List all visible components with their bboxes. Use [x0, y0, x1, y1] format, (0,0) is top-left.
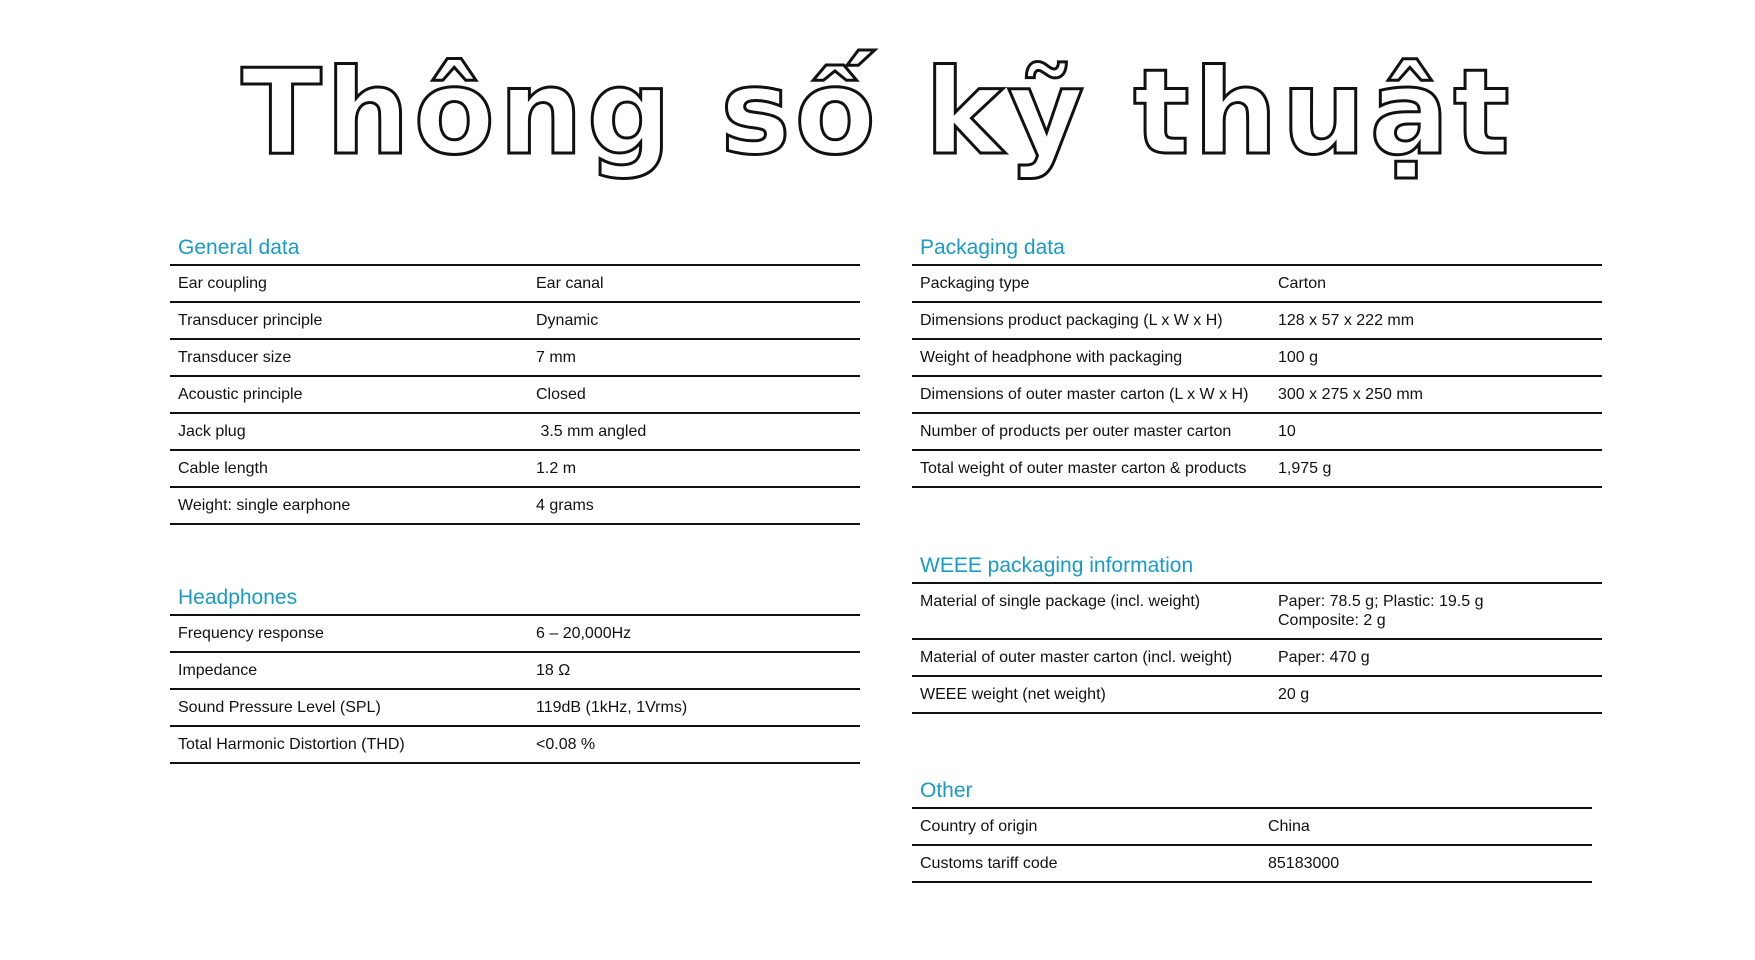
table-row [912, 677, 1602, 714]
packaging-data-section [912, 232, 1602, 488]
spec-value: 20 g [1278, 686, 1310, 703]
spec-label: Dimensions of outer master carton (L x W x H) [920, 386, 1249, 403]
spec-label: Number of products per outer master carton [920, 423, 1232, 440]
spec-table [912, 264, 1602, 488]
spec-value: 18 Ω [536, 662, 571, 679]
spec-value: <0.08 % [536, 736, 596, 753]
table-row [170, 451, 860, 488]
table-row [912, 303, 1602, 340]
section-title: Packaging data [920, 236, 1065, 259]
table-row [170, 377, 860, 414]
spec-value: China [1268, 818, 1310, 835]
spec-label: Total Harmonic Distortion (THD) [178, 736, 405, 753]
spec-label: Cable length [178, 460, 268, 477]
spec-label: Weight of headphone with packaging [920, 349, 1183, 366]
spec-label: Transducer size [178, 349, 292, 366]
spec-label: Jack plug [178, 423, 246, 440]
spec-value: Closed [536, 386, 586, 403]
spec-value: 100 g [1278, 349, 1319, 366]
table-row [170, 616, 860, 653]
spec-value: Dynamic [536, 312, 599, 329]
spec-label: Material of outer master carton (incl. weight) [920, 649, 1233, 666]
page-title: Thông số kỹ thuật [241, 43, 1514, 181]
table-row [912, 414, 1602, 451]
section-title: Headphones [178, 586, 298, 609]
spec-value: Paper: 470 g [1278, 649, 1370, 666]
spec-value: 4 grams [536, 497, 594, 514]
spec-value: Ear canal [536, 275, 604, 292]
spec-label: Dimensions product packaging (L x W x H) [920, 312, 1223, 329]
general-data-section [170, 232, 860, 525]
spec-value: 1,975 g [1278, 460, 1332, 477]
table-row [912, 266, 1602, 303]
spec-label: Weight: single earphone [178, 497, 351, 514]
table-row [170, 414, 860, 451]
spec-value: 300 x 275 x 250 mm [1278, 386, 1423, 403]
spec-label: Packaging type [920, 275, 1030, 292]
spec-label: Impedance [178, 662, 258, 679]
spec-label: Ear coupling [178, 275, 267, 292]
spec-label: Transducer principle [178, 312, 323, 329]
spec-value: 128 x 57 x 222 mm [1278, 312, 1415, 329]
spec-label: Country of origin [920, 818, 1038, 835]
table-row [170, 303, 860, 340]
table-row [912, 377, 1602, 414]
spec-table [170, 264, 860, 525]
table-row [170, 488, 860, 525]
spec-value: 119dB (1kHz, 1Vrms) [536, 699, 688, 716]
spec-label: WEEE weight (net weight) [920, 686, 1106, 703]
other-section [912, 775, 1592, 883]
spec-value: 3.5 mm angled [536, 423, 647, 440]
spec-value: 10 [1278, 423, 1296, 440]
table-row [170, 690, 860, 727]
table-row [170, 266, 860, 303]
table-row [912, 584, 1602, 640]
spec-label: Total weight of outer master carton & products [920, 460, 1247, 477]
table-row [170, 727, 860, 764]
spec-table [912, 582, 1602, 714]
spec-value: 85183000 [1268, 855, 1340, 872]
table-row [912, 640, 1602, 677]
table-row [912, 846, 1592, 883]
table-row [912, 451, 1602, 488]
spec-label: Customs tariff code [920, 855, 1058, 872]
spec-table [912, 807, 1592, 883]
spec-value: 6 – 20,000Hz [536, 625, 632, 642]
spec-value: 7 mm [536, 349, 576, 366]
table-row [912, 809, 1592, 846]
spec-table [170, 614, 860, 764]
section-title: WEEE packaging information [920, 554, 1194, 577]
spec-label: Acoustic principle [178, 386, 303, 403]
table-row [912, 340, 1602, 377]
spec-value: Paper: 78.5 g; Plastic: 19.5 g Composite: 2 g [1278, 593, 1484, 629]
section-title: General data [178, 236, 300, 259]
table-row [170, 653, 860, 690]
weee-packaging-section [912, 550, 1602, 714]
spec-value: Carton [1278, 275, 1327, 292]
section-title: Other [920, 779, 973, 802]
headphones-section [170, 582, 860, 764]
spec-label: Frequency response [178, 625, 324, 642]
spec-value: 1.2 m [536, 460, 577, 477]
spec-label: Sound Pressure Level (SPL) [178, 699, 381, 716]
table-row [170, 340, 860, 377]
spec-label: Material of single package (incl. weight) [920, 593, 1201, 610]
